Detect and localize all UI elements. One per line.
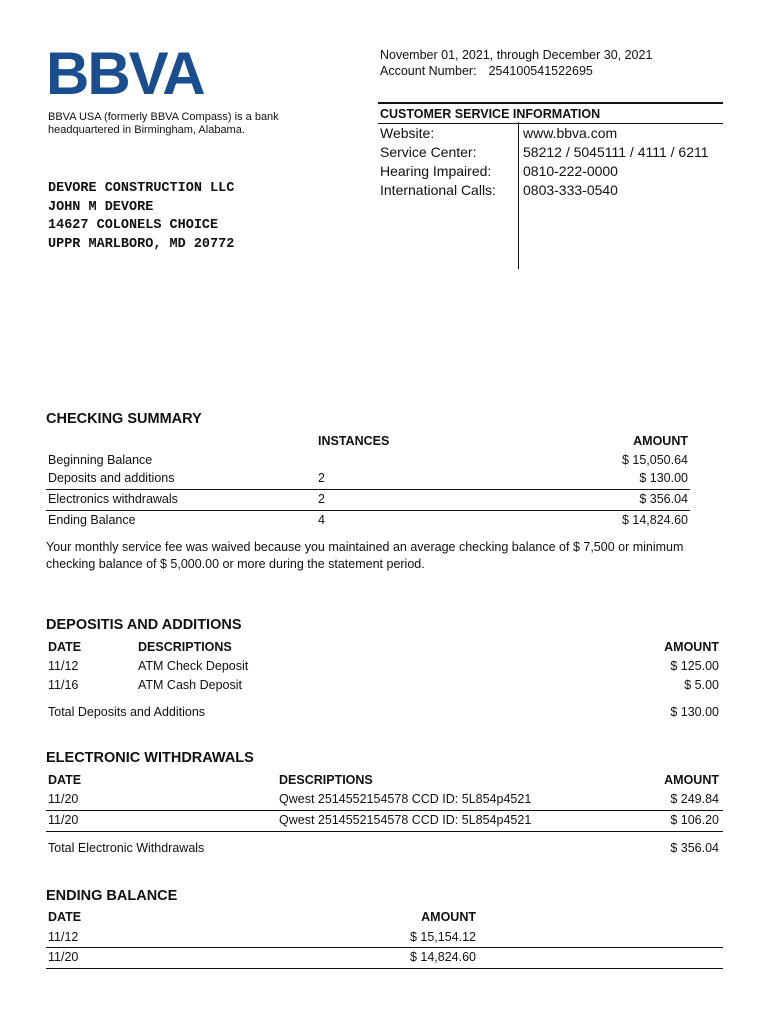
withdrawal-date: 11/20 (48, 813, 79, 827)
bank-description: BBVA USA (formerly BBVA Compass) is a bank headquartered in Birmingham, Alabama. (48, 111, 279, 136)
deposits-total-label: Total Deposits and Additions (48, 705, 206, 719)
instances-header: INSTANCES (318, 434, 390, 448)
customer-service-title: CUSTOMER SERVICE INFORMATION (378, 102, 723, 124)
customer-service-box (378, 102, 723, 200)
withdrawals-title: ELECTRONIC WITHDRAWALS (46, 750, 254, 766)
hearing-impaired-label: Hearing Impaired: (380, 163, 492, 179)
deposit-amount: $ 5.00 (684, 678, 719, 692)
address-line: 14627 COLONELS CHOICE (48, 218, 219, 233)
withdrawals-total-amount: $ 356.04 (670, 841, 719, 855)
ending-balance-title: ENDING BALANCE (46, 888, 178, 904)
summary-amount: $ 14,824.60 (621, 513, 688, 527)
address-line: UPPR MARLBORO, MD 20772 (48, 236, 235, 252)
row-divider (46, 510, 690, 511)
deposit-description: ATM Cash Deposit (138, 678, 242, 692)
amount-header: AMOUNT (421, 910, 476, 924)
summary-label: Ending Balance (48, 513, 136, 527)
row-divider (46, 810, 723, 811)
balance-date: 11/12 (48, 930, 79, 944)
withdrawal-amount: $ 249.84 (670, 792, 719, 806)
statement-period: November 01, 2021, through December 30, 2021 (380, 48, 653, 62)
date-header: DATE (48, 640, 82, 654)
customer-service-row (378, 162, 723, 181)
summary-label: Electronics withdrawals (48, 492, 178, 506)
service-center-label: Service Center: (380, 144, 477, 160)
deposit-date: 11/16 (48, 678, 79, 692)
row-divider (46, 489, 690, 490)
summary-label: Deposits and additions (48, 471, 175, 485)
balance-amount: $ 15,154.12 (409, 930, 476, 944)
row-divider (46, 947, 723, 948)
row-divider (46, 968, 723, 969)
customer-service-row (378, 143, 723, 162)
service-center-value: 58212 / 5045111 / 4111 / 6211 (523, 144, 709, 160)
amount-header: AMOUNT (664, 640, 719, 654)
checking-summary-title: CHECKING SUMMARY (46, 411, 202, 427)
withdrawal-date: 11/20 (48, 792, 79, 806)
logo-text: BBVA (46, 44, 204, 100)
customer-service-row (378, 181, 723, 200)
bbva-logo (46, 44, 206, 100)
mailing-address (48, 180, 234, 254)
customer-service-divider (518, 122, 519, 269)
deposit-date: 11/12 (48, 659, 79, 673)
balance-date: 11/20 (48, 950, 79, 964)
deposit-amount: $ 125.00 (670, 659, 719, 673)
website-label: Website: (380, 125, 435, 141)
service-fee-note: Your monthly service fee was waived because you maintained an average checking balance of $ 7,500 or minimum checking balance of $ 5,000.00 or more during the statement period. (46, 540, 684, 571)
descriptions-header: DESCRIPTIONS (138, 640, 232, 654)
date-header: DATE (48, 773, 82, 787)
summary-instances: 2 (318, 471, 325, 485)
descriptions-header: DESCRIPTIONS (279, 773, 373, 787)
withdrawals-total-label: Total Electronic Withdrawals (48, 841, 205, 855)
account-number: 254100541522695 (488, 64, 593, 78)
deposits-title: DEPOSITIS AND ADDITIONS (46, 617, 242, 633)
deposits-total-amount: $ 130.00 (670, 705, 719, 719)
amount-header: AMOUNT (664, 773, 719, 787)
withdrawal-description: Qwest 2514552154578 CCD ID: 5L854p4521 (279, 813, 532, 827)
summary-amount: $ 130.00 (639, 471, 688, 485)
account-number-line (380, 64, 593, 78)
account-number-label: Account Number: (380, 64, 477, 78)
international-calls-label: International Calls: (380, 182, 496, 198)
address-line: DEVORE CONSTRUCTION LLC (48, 181, 235, 196)
row-divider (46, 831, 723, 832)
summary-instances: 2 (318, 492, 325, 506)
summary-instances: 4 (318, 513, 325, 527)
address-line: JOHN M DEVORE (48, 199, 154, 215)
amount-header: AMOUNT (633, 434, 688, 448)
summary-label: Beginning Balance (48, 453, 153, 467)
website-link[interactable]: www.bbva.com (523, 125, 618, 141)
summary-amount: $ 356.04 (639, 492, 688, 506)
hearing-impaired-value: 0810-222-0000 (523, 163, 618, 179)
summary-amount: $ 15,050.64 (621, 453, 688, 467)
international-calls-value: 0803-333-0540 (523, 182, 618, 198)
withdrawal-description: Qwest 2514552154578 CCD ID: 5L854p4521 (279, 792, 532, 806)
customer-service-row (378, 124, 723, 143)
withdrawal-amount: $ 106.20 (670, 813, 719, 827)
date-header: DATE (48, 910, 82, 924)
balance-amount: $ 14,824.60 (409, 950, 476, 964)
deposit-description: ATM Check Deposit (138, 659, 249, 673)
